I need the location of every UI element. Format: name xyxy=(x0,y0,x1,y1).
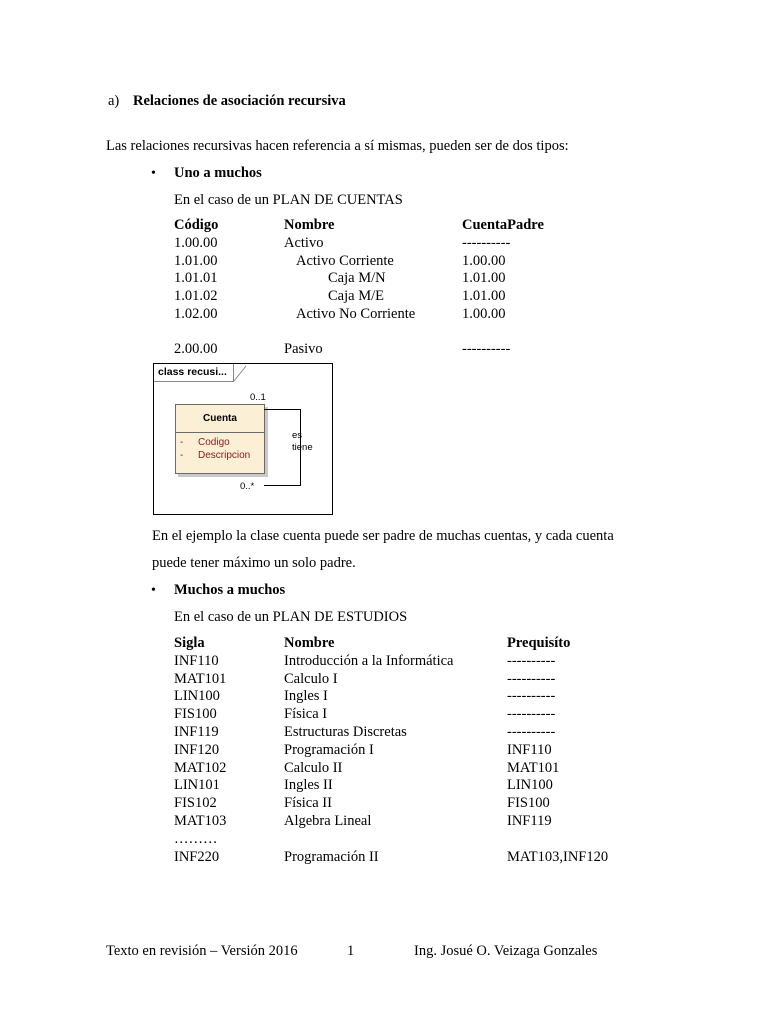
account-code: 2.00.00 xyxy=(174,340,218,357)
class-attributes xyxy=(176,433,264,462)
course-prerequisite: ---------- xyxy=(507,688,556,705)
course-name: Algebra Lineal xyxy=(284,812,372,829)
course-prerequisite: ---------- xyxy=(507,723,556,740)
part1-heading: Uno a muchos xyxy=(174,165,262,181)
course-code: LIN101 xyxy=(174,777,220,794)
course-prerequisite: FIS100 xyxy=(507,795,550,812)
multiplicity-top: 0..1 xyxy=(250,392,266,403)
multiplicity-bottom: 0..* xyxy=(240,481,255,492)
course-code: INF110 xyxy=(174,652,219,669)
part2-caption: En el caso de un PLAN DE ESTUDIOS xyxy=(174,609,408,625)
explanation-line-2: puede tener máximo un solo padre. xyxy=(152,555,356,571)
attribute xyxy=(176,449,264,462)
course-name: Calculo II xyxy=(284,759,343,776)
course-name: Calculo I xyxy=(284,670,338,687)
attribute-visibility: - xyxy=(180,450,184,461)
column-header-code: Código xyxy=(174,217,219,233)
intro-paragraph: Las relaciones recursivas hacen referencia a sí mismas, pueden ser de dos tipos: xyxy=(106,138,569,154)
course-name: Introducción a la Informática xyxy=(284,652,454,669)
account-name: Caja M/E xyxy=(328,288,384,305)
account-name: Pasivo xyxy=(284,340,323,357)
attribute-name: Descripcion xyxy=(198,450,251,461)
account-parent: 1.01.00 xyxy=(462,288,506,305)
attribute xyxy=(176,436,264,449)
course-code: FIS100 xyxy=(174,706,217,723)
course-code: INF120 xyxy=(174,741,220,758)
course-prerequisite: MAT103,INF120 xyxy=(507,848,609,865)
course-name: Ingles II xyxy=(284,777,333,794)
course-prerequisite: ---------- xyxy=(507,706,556,723)
association-role: es xyxy=(292,430,303,441)
account-name: Caja M/N xyxy=(328,270,386,287)
course-code: INF119 xyxy=(174,723,219,740)
account-name: Activo No Corriente xyxy=(296,305,416,322)
association-role: tiene xyxy=(292,442,313,453)
course-prerequisite: MAT101 xyxy=(507,759,560,776)
course-name: Estructuras Discretas xyxy=(284,723,407,740)
part2-heading: Muchos a muchos xyxy=(174,582,286,598)
column-header-code: Sigla xyxy=(174,635,205,651)
association-line xyxy=(264,485,301,486)
association-line xyxy=(264,409,301,410)
part1-caption: En el caso de un PLAN DE CUENTAS xyxy=(174,192,403,208)
course-prerequisite: ---------- xyxy=(507,670,556,687)
account-code: 1.01.00 xyxy=(174,252,218,269)
attribute-name: Codigo xyxy=(198,437,230,448)
course-name: Física II xyxy=(284,795,332,812)
account-parent: 1.00.00 xyxy=(462,252,506,269)
course-name: Programación II xyxy=(284,848,379,865)
frame-tab-corner-icon xyxy=(232,364,252,382)
page-number: 1 xyxy=(347,943,355,959)
column-header-parent: CuentaPadre xyxy=(462,217,544,233)
footer-author: Ing. Josué O. Veizaga Gonzales xyxy=(414,943,598,959)
account-parent: 1.00.00 xyxy=(462,305,506,322)
account-parent: ---------- xyxy=(462,234,511,251)
course-name: Programación I xyxy=(284,741,374,758)
attribute-visibility: - xyxy=(180,437,184,448)
course-code: ……… xyxy=(174,830,218,847)
footer-version: Texto en revisión – Versión 2016 xyxy=(106,943,298,959)
account-code: 1.01.01 xyxy=(174,270,218,287)
course-code: FIS102 xyxy=(174,795,217,812)
section-title: Relaciones de asociación recursiva xyxy=(133,93,346,109)
course-code: MAT101 xyxy=(174,670,227,687)
account-name: Activo xyxy=(284,234,324,251)
class-cuenta xyxy=(175,404,265,474)
bullet-icon: • xyxy=(151,583,156,598)
course-prerequisite: LIN100 xyxy=(507,777,553,794)
course-code: INF220 xyxy=(174,848,220,865)
course-name: Física I xyxy=(284,706,328,723)
course-code: MAT102 xyxy=(174,759,227,776)
account-parent: 1.01.00 xyxy=(462,270,506,287)
course-name: Ingles I xyxy=(284,688,328,705)
section-marker: a) xyxy=(108,93,120,109)
course-prerequisite: INF110 xyxy=(507,741,552,758)
account-name: Activo Corriente xyxy=(296,252,394,269)
account-code: 1.00.00 xyxy=(174,234,218,251)
course-code: MAT103 xyxy=(174,812,227,829)
account-code: 1.01.02 xyxy=(174,288,218,305)
course-code: LIN100 xyxy=(174,688,220,705)
column-header-name: Nombre xyxy=(284,217,335,233)
course-prerequisite: ---------- xyxy=(507,652,556,669)
class-name: Cuenta xyxy=(176,405,264,433)
column-header-name: Nombre xyxy=(284,635,335,651)
bullet-icon: • xyxy=(151,166,156,181)
column-header-prerequisite: Prequisíto xyxy=(507,635,571,651)
account-parent: ---------- xyxy=(462,340,511,357)
explanation-line-1: En el ejemplo la clase cuenta puede ser padre de muchas cuentas, y cada cuenta xyxy=(152,528,614,544)
course-prerequisite: INF119 xyxy=(507,812,552,829)
account-code: 1.02.00 xyxy=(174,305,218,322)
diagram-frame-label: class recusi... xyxy=(154,364,234,382)
